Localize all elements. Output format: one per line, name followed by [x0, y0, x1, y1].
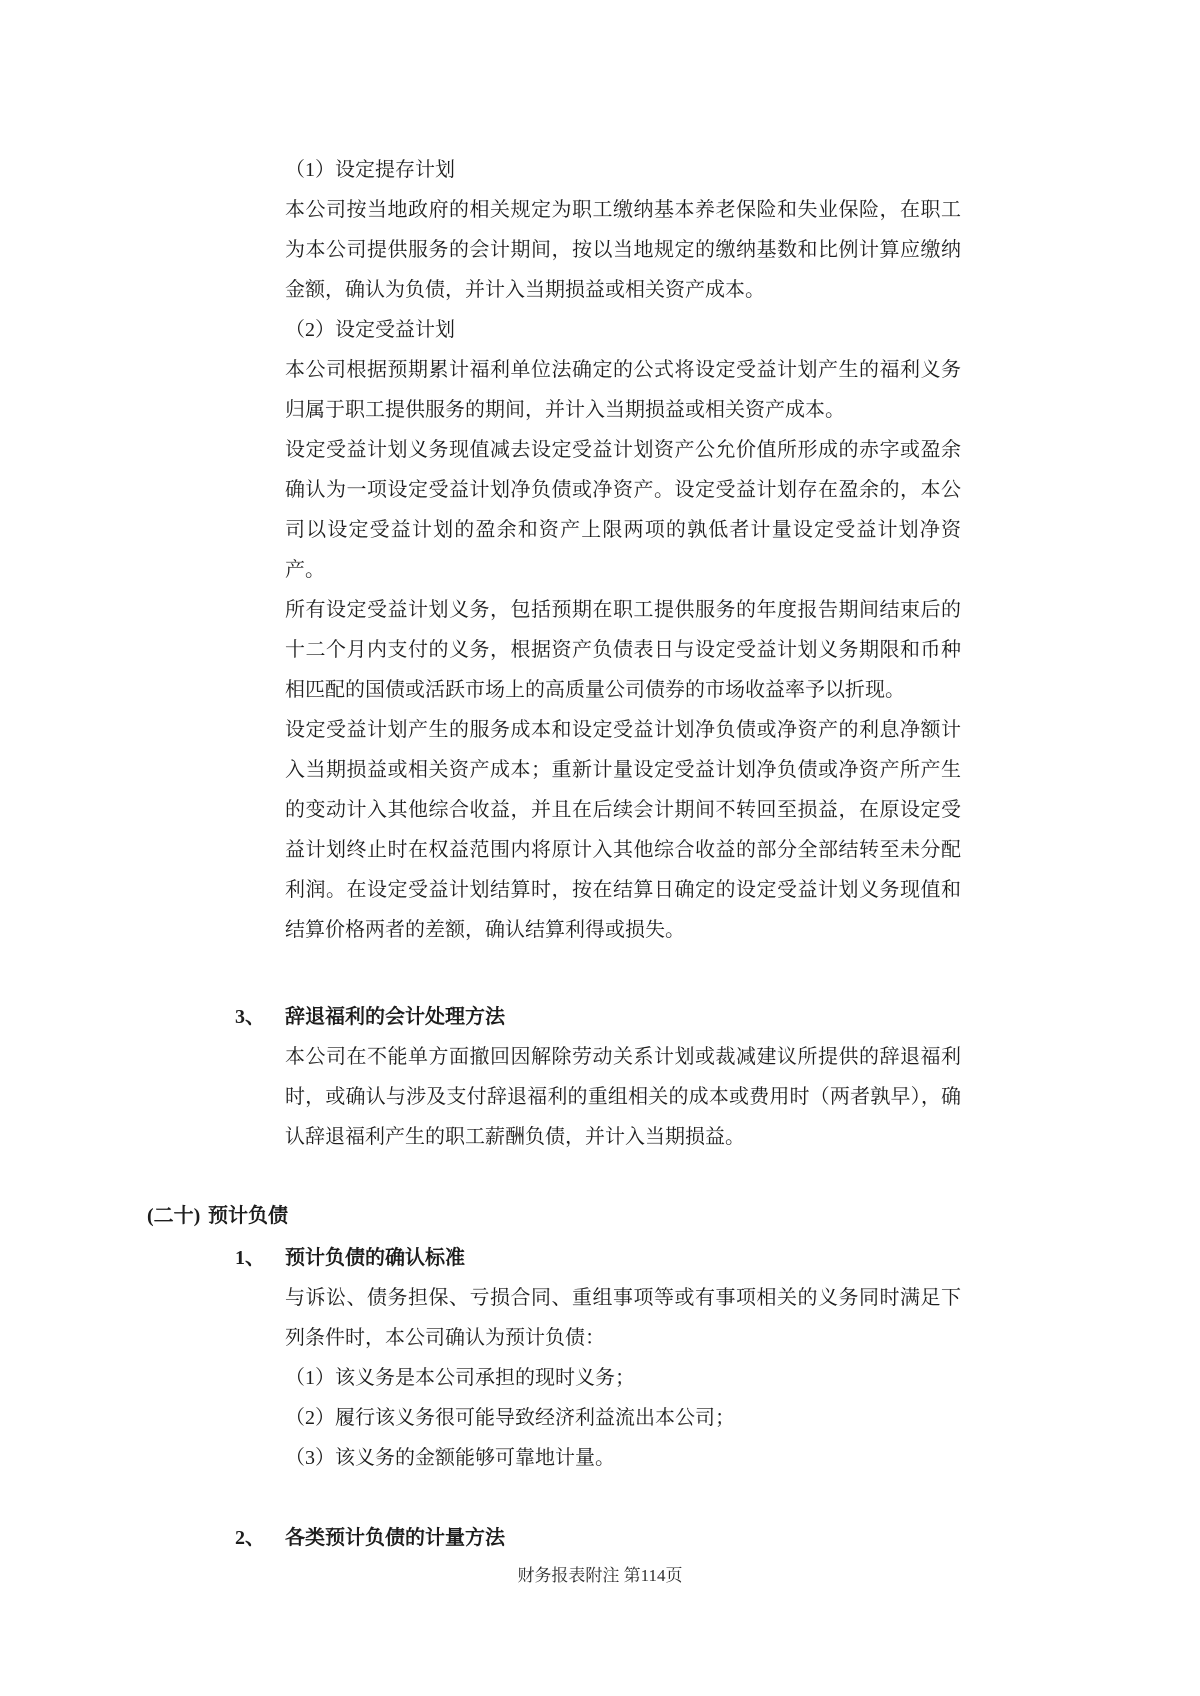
sub-heading-defined-contribution: （1）设定提存计划 [285, 159, 455, 181]
paragraph-termination-benefits: 本公司在不能单方面撤回因解除劳动关系计划或裁减建议所提供的辞退福利时，或确认与涉及支付辞退福利的重组相关的成本或费用时（两者孰早），确认辞退福利产生的职工薪酬负债，并计入当期损益。 [285, 1046, 961, 1148]
paragraph-defined-benefit-4: 设定受益计划产生的服务成本和设定受益计划净负债或净资产的利息净额计入当期损益或相关资产成本；重新计量设定受益计划净负债或净资产所产生的变动计入其他综合收益，并且在后续会计期间不转回至损益，在原设定受益计划终止时在权益范围内将原计入其他综合收益的部分全部结转至未分配利润。在设定受益计划结算时，按在结算日确定的设定受益计划义务现值和结算价格两者的差额，确认结算利得或损失。 [285, 719, 961, 941]
section-number: (二十) [147, 1205, 201, 1227]
paragraph-defined-benefit-2: 设定受益计划义务现值减去设定受益计划资产公允价值所形成的赤字或盈余确认为一项设定受益计划净负债或净资产。设定受益计划存在盈余的，本公司以设定受益计划的盈余和资产上限两项的孰低者计量设定受益计划净资产。 [285, 439, 961, 581]
condition-3: （3）该义务的金额能够可靠地计量。 [285, 1447, 615, 1469]
paragraph-defined-contribution: 本公司按当地政府的相关规定为职工缴纳基本养老保险和失业保险，在职工为本公司提供服务的会计期间，按以当地规定的缴纳基数和比例计算应缴纳金额，确认为负债，并计入当期损益或相关资产成本。 [285, 199, 961, 301]
heading-label: 预计负债的确认标准 [285, 1247, 465, 1269]
heading-number: 1、 [235, 1247, 265, 1269]
heading-provision-measurement [235, 1518, 962, 1558]
heading-label: 辞退福利的会计处理方法 [285, 1006, 505, 1028]
page-footer: 财务报表附注 第114页 [517, 1566, 683, 1585]
paragraph-provision-intro: 与诉讼、债务担保、亏损合同、重组事项等或有事项相关的义务同时满足下列条件时，本公司确认为预计负债： [285, 1287, 961, 1349]
heading-label: 各类预计负债的计量方法 [285, 1527, 505, 1549]
condition-1: （1）该义务是本公司承担的现时义务； [285, 1367, 635, 1389]
heading-termination-benefits [235, 997, 962, 1037]
section-label: 预计负债 [208, 1205, 288, 1227]
page-content [147, 150, 962, 1558]
paragraph-defined-benefit-3: 所有设定受益计划义务，包括预期在职工提供服务的年度报告期间结束后的十二个月内支付的义务，根据资产负债表日与设定受益计划义务期限和币种相匹配的国债或活跃市场上的高质量公司债券的市场收益率予以折现。 [285, 599, 961, 701]
sub-heading-defined-benefit: （2）设定受益计划 [285, 319, 455, 341]
paragraph-defined-benefit-1: 本公司根据预期累计福利单位法确定的公式将设定受益计划产生的福利义务归属于职工提供服务的期间，并计入当期损益或相关资产成本。 [285, 359, 961, 421]
heading-section-20-provisions [147, 1196, 962, 1236]
heading-number: 2、 [235, 1527, 265, 1549]
condition-2: （2）履行该义务很可能导致经济利益流出本公司； [285, 1407, 735, 1429]
heading-number: 3、 [235, 1006, 265, 1028]
heading-provision-recognition [235, 1238, 962, 1278]
